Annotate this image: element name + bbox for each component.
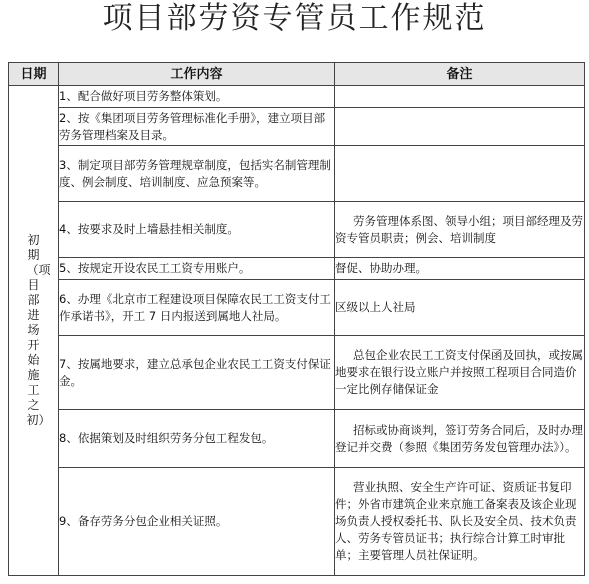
note-cell: 营业执照、安全生产许可证、资质证书复印件；外省市建筑企业来京施工备案表及该企业现场负责人授权委托书、队长及安全员、技术负责人、劳务专管员证书；执行综合计算工时审批单；主要管理人员社保证明。 — [335, 468, 585, 576]
table-row — [9, 280, 585, 336]
table-row — [9, 410, 585, 468]
date-cell — [9, 86, 59, 576]
header-work: 工作内容 — [59, 63, 335, 86]
note-cell — [335, 86, 585, 108]
header-date: 日期 — [9, 63, 59, 86]
table-row — [9, 108, 585, 146]
work-cell: 2、按《集团项目劳务管理标准化手册》，建立项目部劳务管理档案及目录。 — [59, 108, 335, 146]
note-cell: 总包企业农民工工资支付保函及回执，或按属地要求在银行设立账户并按照工程项目合同造价一定比例存储保证金 — [335, 336, 585, 410]
work-cell: 7、按属地要求，建立总承包企业农民工工资支付保证金。 — [59, 336, 335, 410]
work-cell: 4、按要求及时上墙悬挂相关制度。 — [59, 202, 335, 258]
header-note: 备注 — [335, 63, 585, 86]
work-standard-table — [8, 62, 585, 576]
table-row — [9, 468, 585, 576]
note-cell: 区级以上人社局 — [335, 280, 585, 336]
table-header-row — [9, 63, 585, 86]
table-row — [9, 86, 585, 108]
note-cell: 招标或协商谈判，签订劳务合同后，及时办理登记并交费（参照《集团劳务发包管理办法》）。 — [335, 410, 585, 468]
work-cell: 5、按规定开设农民工工资专用账户。 — [59, 258, 335, 280]
work-cell: 6、办理《北京市工程建设项目保障农民工工资支付工作承诺书》，开工 7 日内报送到属地人社局。 — [59, 280, 335, 336]
table-row — [9, 336, 585, 410]
note-cell: 劳务管理体系图、领导小组；项目部经理及劳资专管员职责；例会、培训制度 — [335, 202, 585, 258]
work-cell: 1、配合做好项目劳务整体策划。 — [59, 86, 335, 108]
table-row — [9, 202, 585, 258]
note-cell — [335, 108, 585, 146]
page-title: 项目部劳资专管员工作规范 — [102, 1, 487, 36]
note-cell: 督促、协助办理。 — [335, 258, 585, 280]
note-cell — [335, 146, 585, 202]
work-cell: 3、制定项目部劳务管理规章制度，包括实名制管理制度、例会制度、培训制度、应急预案等。 — [59, 146, 335, 202]
table-row — [9, 146, 585, 202]
date-label: 初期（项目部进场开始施工之初） — [26, 232, 51, 427]
table-row — [9, 258, 585, 280]
work-cell: 8、依据策划及时组织劳务分包工程发包。 — [59, 410, 335, 468]
work-cell: 9、备存劳务分包企业相关证照。 — [59, 468, 335, 576]
